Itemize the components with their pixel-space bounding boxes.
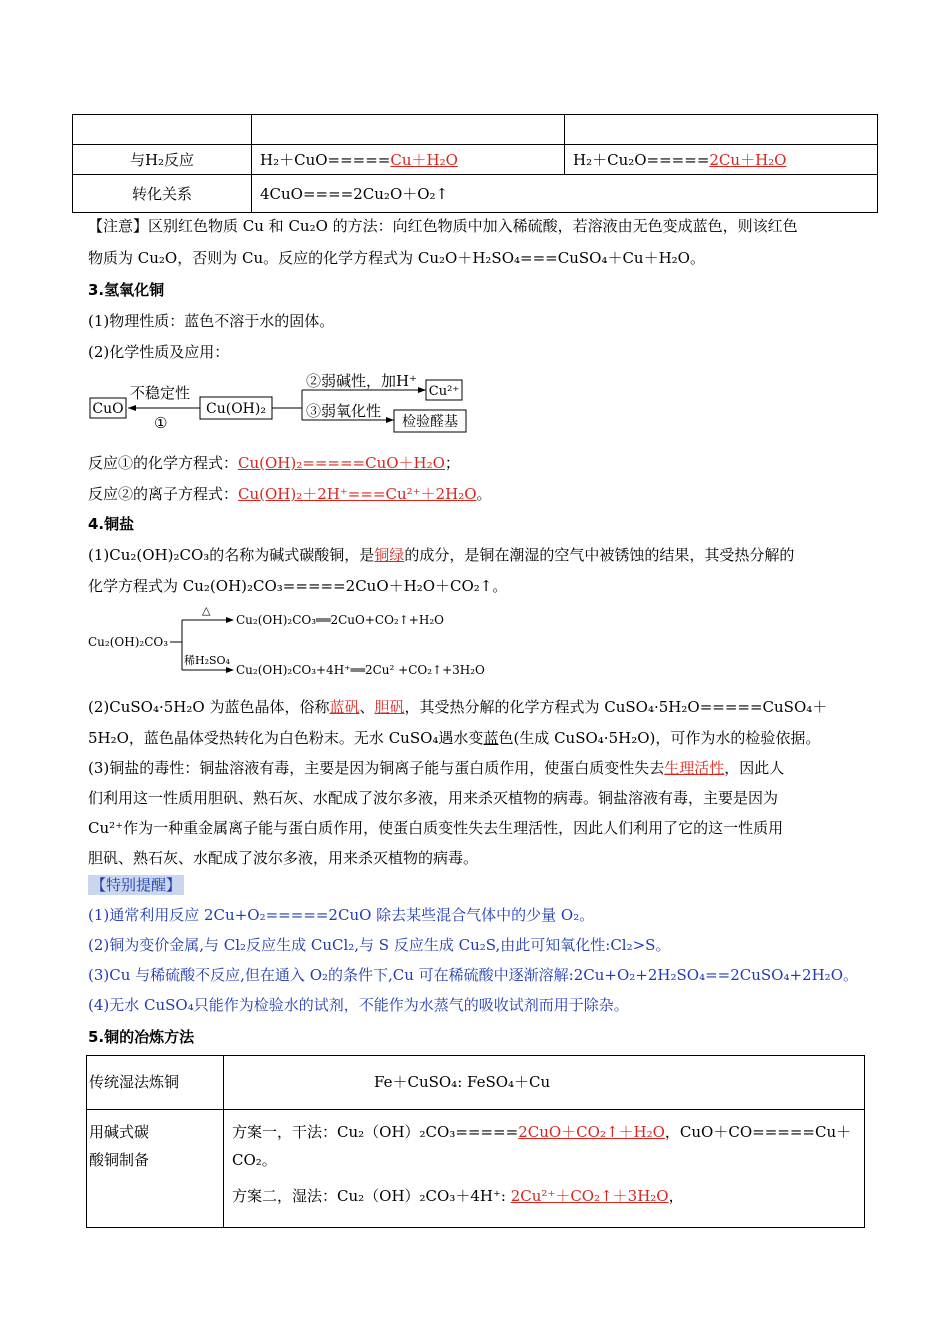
h2-cuo-product: Cu＋H₂O (390, 151, 458, 169)
text: ，其受热分解的化学方程式为 CuSO₄·5H₂O=====CuSO₄＋ (404, 698, 828, 716)
s4-p2-line2 (88, 727, 820, 748)
blue-key: 蓝 (483, 729, 499, 747)
plan-1 (232, 1118, 856, 1174)
s3-physical: (1)物理性质：蓝色不溶于水的固体。 (88, 312, 335, 330)
arrow-head (386, 417, 394, 423)
text: ， (668, 1187, 684, 1205)
section-4-heading: 4.铜盐 (88, 515, 135, 533)
text: (1)Cu₂(OH)₂CO₃的名称为碱式碳酸铜，是 (88, 546, 375, 564)
wet-method-eq: Fe＋CuSO₄: FeSO₄＋Cu (224, 1056, 865, 1110)
section-3-heading: 3.氢氧化铜 (88, 281, 165, 299)
cu2plus-text: Cu²⁺ (428, 384, 460, 399)
tip-1: (1)通常利用反应 2Cu+O₂=====2CuO 除去某些混合气体中的少量 O₂。 (88, 906, 595, 924)
arrow-head (418, 387, 426, 393)
bio-activity-key: 生理活性 (664, 759, 725, 777)
reaction-1-line (88, 452, 460, 473)
text: 方案一，干法：Cu₂（OH）₂CO₃===== (232, 1123, 519, 1141)
blue-vitriol-key: 蓝矾 (329, 698, 360, 716)
tip-3: (3)Cu 与稀硫酸不反应,但在通入 O₂的条件下,Cu 可在稀硫酸中逐渐溶解:2Cu+O₂+2H₂SO₄==2CuSO₄+2H₂O。 (88, 966, 858, 984)
carbonate-label (87, 1110, 224, 1228)
text: 色(生成 CuSO₄·5H₂O)，可作为水的检验依据。 (498, 729, 821, 747)
arrow-head (226, 617, 234, 623)
table-row (87, 1056, 865, 1110)
left-formula: Cu₂(OH)₂CO₃ (88, 635, 169, 649)
top-equation: Cu₂(OH)₂CO₃══2CuO+CO₂↑+H₂O (236, 613, 444, 627)
s3-chemical: (2)化学性质及应用： (88, 343, 230, 361)
copper-hydroxide-diagram (88, 368, 478, 438)
section-5-heading: 5.铜的冶炼方法 (88, 1028, 195, 1046)
s4-p1-line2: 化学方程式为 Cu₂(OH)₂CO₃=====2CuO＋H₂O＋CO₂↑。 (88, 577, 508, 595)
reaction-2-line (88, 483, 492, 504)
table-row (73, 115, 878, 145)
conversion-eq: 4CuO====2Cu₂O＋O₂↑ (252, 175, 878, 213)
h2-cu2o-eq: H₂＋Cu₂O===== (573, 151, 710, 169)
aldehyde-text: 检验醛基 (402, 414, 458, 430)
delta-sign: △ (202, 604, 211, 617)
s4-p3-line1 (88, 757, 784, 778)
verdigris-key: 铜绿 (374, 546, 405, 564)
text: 、 (359, 698, 375, 716)
s4-p3-line2: 们利用这一性质用胆矾、熟石灰、水配成了波尔多液，用来杀灭植物的病毒。铜盐溶液有毒，主要是因为 (88, 789, 779, 807)
smelting-table (86, 1055, 865, 1228)
s4-p3-line3: Cu²⁺作为一种重金属离子能与蛋白质作用，使蛋白质变性失去生理活性，因此人们利用了它的这一性质用 (88, 819, 784, 837)
r1-eq: Cu(OH)₂=====CuO＋H₂O (238, 454, 445, 472)
h2-cu2o-cell (565, 145, 878, 175)
r1-label: 反应①的化学方程式： (88, 454, 239, 472)
copper-oxide-table (72, 114, 878, 213)
text: 酸铜制备 (89, 1151, 150, 1169)
table-row (87, 1110, 865, 1228)
bottom-equation: Cu₂(OH)₂CO₃+4H⁺══2Cu² +CO₂↑+3H₂O (236, 663, 485, 677)
table-cell (73, 115, 252, 145)
h2-cuo-eq: H₂＋CuO===== (260, 151, 391, 169)
text: CO₂。 (232, 1151, 277, 1169)
tip-badge: 【特别提醒】 (88, 875, 184, 895)
note-line-2: 物质为 Cu₂O，否则为 Cu。反应的化学方程式为 Cu₂O＋H₂SO₄===CuSO₄＋Cu＋H₂O。 (88, 249, 705, 267)
circle-1: ① (154, 414, 168, 432)
s4-p1-line1 (88, 544, 794, 565)
wet-method-label: 传统湿法炼铜 (87, 1056, 224, 1110)
cuoh2-text: Cu(OH)₂ (206, 401, 266, 417)
table-row (73, 175, 878, 213)
text: 方案二，湿法：Cu₂（OH）₂CO₃＋4H⁺: (232, 1187, 511, 1205)
table-row (73, 145, 878, 175)
table-cell (565, 115, 878, 145)
note-line-1: 【注意】区别红色物质 Cu 和 Cu₂O 的方法：向红色物质中加入稀硫酸，若溶液由无色变成蓝色，则该红色 (88, 217, 798, 235)
plan-1-key: 2CuO＋CO₂↑＋H₂O (518, 1123, 665, 1141)
cuo-text: CuO (92, 401, 124, 417)
table-cell (252, 115, 565, 145)
arrow-head (226, 667, 234, 673)
instability-text: 不稳定性 (130, 384, 191, 402)
text: 的成分，是铜在潮湿的空气中被锈蚀的结果，其受热分解的 (404, 546, 795, 564)
basic-carbonate-diagram (88, 602, 488, 682)
tip-badge-line (88, 874, 184, 895)
carbonate-plans (224, 1110, 865, 1228)
plan-2-key: 2Cu²⁺＋CO₂↑＋3H₂O (510, 1187, 669, 1205)
s4-p3-line4: 胆矾、熟石灰、水配成了波尔多液，用来杀灭植物的病毒。 (88, 849, 479, 867)
text: 用碱式碳 (89, 1123, 150, 1141)
chalcanthite-key: 胆矾 (374, 698, 405, 716)
tip-4: (4)无水 CuSO₄只能作为检验水的试剂，不能作为水蒸气的吸收试剂而用于除杂。 (88, 996, 629, 1014)
h2-reaction-label: 与H₂反应 (73, 145, 252, 175)
conversion-label: 转化关系 (73, 175, 252, 213)
plan-2 (232, 1182, 856, 1210)
r2-eq: Cu(OH)₂＋2H⁺===Cu²⁺＋2H₂O (238, 485, 477, 503)
tip-2: (2)铜为变价金属,与 Cl₂反应生成 CuCl₂,与 S 反应生成 Cu₂S,由此可知氧化性:Cl₂>S。 (88, 936, 671, 954)
h2-cu2o-product: 2Cu＋H₂O (709, 151, 787, 169)
h2-cuo-cell (252, 145, 565, 175)
r1-end: ； (444, 454, 460, 472)
r2-label: 反应②的离子方程式： (88, 485, 239, 503)
r2-end: 。 (476, 485, 492, 503)
acid-label: 稀H₂SO₄ (184, 654, 230, 667)
weak-ox-text: ③弱氧化性 (306, 402, 382, 420)
s4-p2-line1 (88, 696, 827, 717)
weak-base-text: ②弱碱性，加H⁺ (306, 372, 417, 390)
arrow-head (128, 405, 136, 411)
text: ，CuO＋CO=====Cu＋ (664, 1123, 852, 1141)
text: (2)CuSO₄·5H₂O 为蓝色晶体，俗称 (88, 698, 330, 716)
text: (3)铜盐的毒性：铜盐溶液有毒，主要是因为铜离子能与蛋白质作用，使蛋白质变性失去 (88, 759, 665, 777)
text: 5H₂O，蓝色晶体受热转化为白色粉末。无水 CuSO₄遇水变 (88, 729, 484, 747)
text: ，因此人 (724, 759, 785, 777)
